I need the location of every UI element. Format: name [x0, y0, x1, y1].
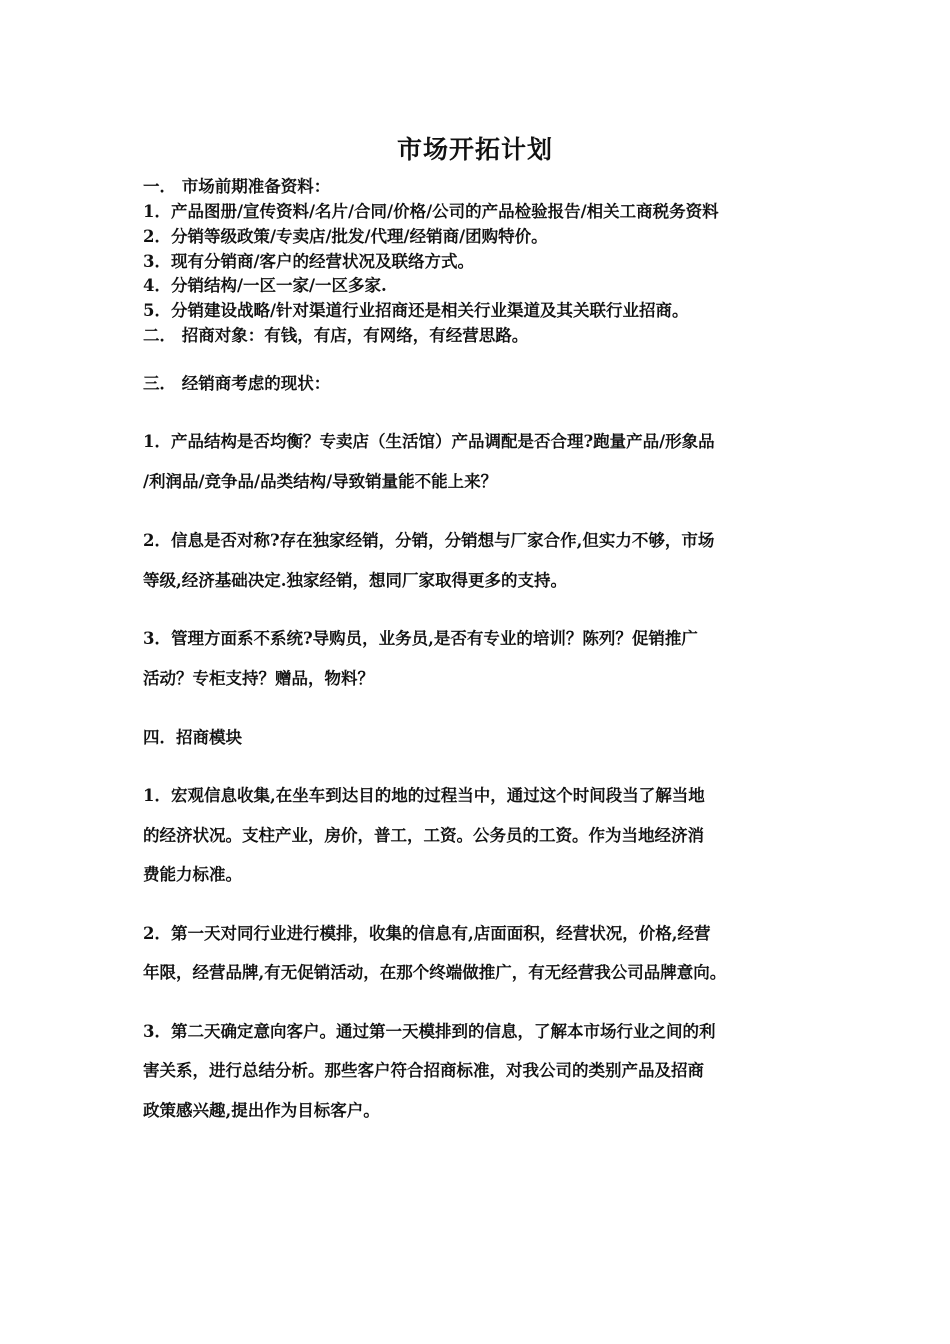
section1-item: 4．分销结构/一区一家/一区多家. [143, 276, 387, 295]
section4-paragraph-line: 害关系，进行总结分析。那些客户符合招商标准，对我公司的类别产品及招商 [143, 1061, 704, 1080]
section3-paragraph-line: 3．管理方面系不系统?导购员，业务员,是否有专业的培训？陈列？促销推广 [143, 629, 698, 648]
section1-item: 1．产品图册/宣传资料/名片/合同/价格/公司的产品检验报告/相关工商税务资料 [143, 202, 719, 221]
document-title: 市场开拓计划 [396, 135, 553, 164]
section3-paragraph-line: /利润品/竞争品/品类结构/导致销量能不能上来？ [143, 472, 498, 491]
section4-heading: 四．招商模块 [143, 728, 242, 747]
section4-paragraph-line: 年限，经营品牌,有无促销活动，在那个终端做推广，有无经营我公司品牌意向。 [143, 963, 727, 982]
section1-item: 5．分销建设战略/针对渠道行业招商还是相关行业渠道及其关联行业招商。 [143, 301, 689, 320]
section3-paragraph-line: 等级,经济基础决定.独家经销，想同厂家取得更多的支持。 [143, 571, 567, 590]
section4-paragraph-line: 的经济状况。支柱产业，房价，普工，工资。公务员的工资。作为当地经济消 [143, 826, 704, 845]
section4-paragraph-line: 政策感兴趣,提出作为目标客户。 [143, 1101, 380, 1120]
section1-item: 2．分销等级政策/专卖店/批发/代理/经销商/团购特价。 [143, 227, 548, 246]
section3-paragraph-line: 2．信息是否对称?存在独家经销，分销，分销想与厂家合作,但实力不够，市场 [143, 531, 715, 550]
section3-paragraph-line: 1．产品结构是否均衡？专卖店（生活馆）产品调配是否合理?跑量产品/形象品 [143, 432, 715, 451]
section3-heading: 三． 经销商考虑的现状： [143, 374, 331, 393]
section1-item: 3．现有分销商/客户的经营状况及联络方式。 [143, 252, 475, 271]
section4-paragraph-line: 2．第一天对同行业进行模排，收集的信息有,店面面积，经营状况，价格,经营 [143, 924, 711, 943]
section1-heading: 一． 市场前期准备资料： [143, 177, 331, 196]
section2-heading: 二． 招商对象：有钱，有店，有网络，有经营思路。 [143, 326, 529, 345]
section4-paragraph-line: 1．宏观信息收集,在坐车到达目的地的过程当中，通过这个时间段当了解当地 [143, 786, 705, 805]
section4-paragraph-line: 3．第二天确定意向客户。通过第一天模排到的信息，了解本市场行业之间的利 [143, 1022, 716, 1041]
section4-paragraph-line: 费能力标准。 [143, 865, 242, 884]
section3-paragraph-line: 活动？专柜支持？赠品，物料？ [143, 669, 374, 688]
